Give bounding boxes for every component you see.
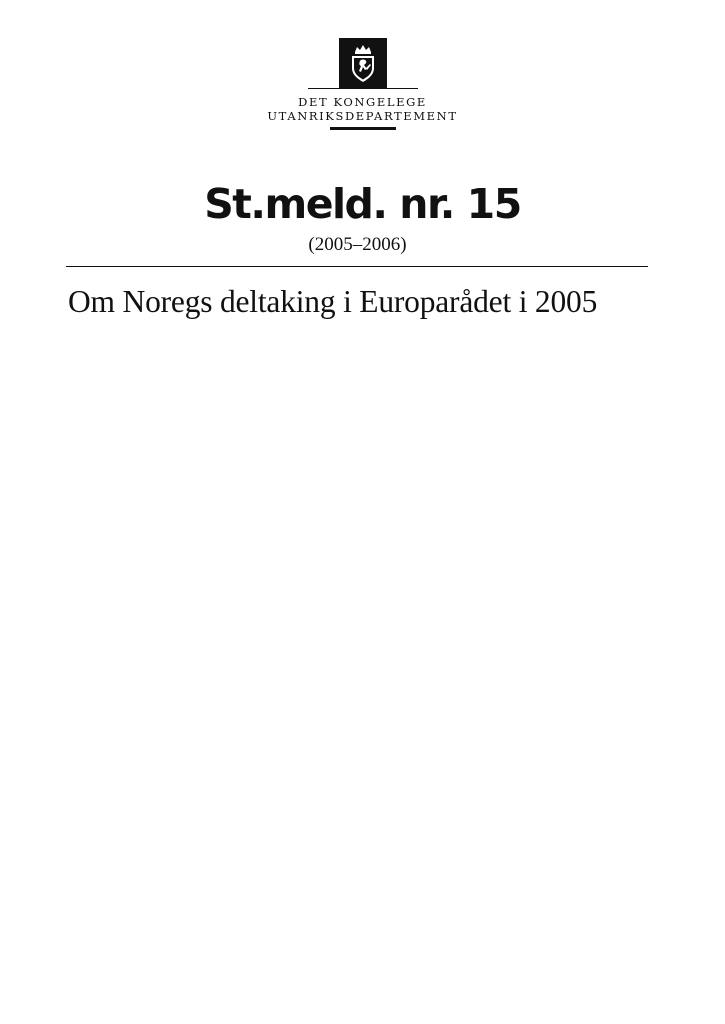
ministry-logo	[0, 38, 725, 130]
document-session: (2005–2006)	[308, 234, 407, 255]
norway-coat-of-arms-icon	[339, 38, 387, 88]
title-divider	[66, 266, 648, 267]
document-title: St.meld. nr. 15	[204, 180, 521, 228]
department-name-line-1: DET KONGELEGE	[298, 95, 427, 109]
document-subject: Om Noregs deltaking i Europarådet i 2005	[68, 284, 598, 319]
logo-rule-bottom	[330, 127, 396, 130]
logo-rule-top	[308, 88, 418, 89]
department-name-line-2: UTANRIKSDEPARTEMENT	[267, 109, 458, 123]
